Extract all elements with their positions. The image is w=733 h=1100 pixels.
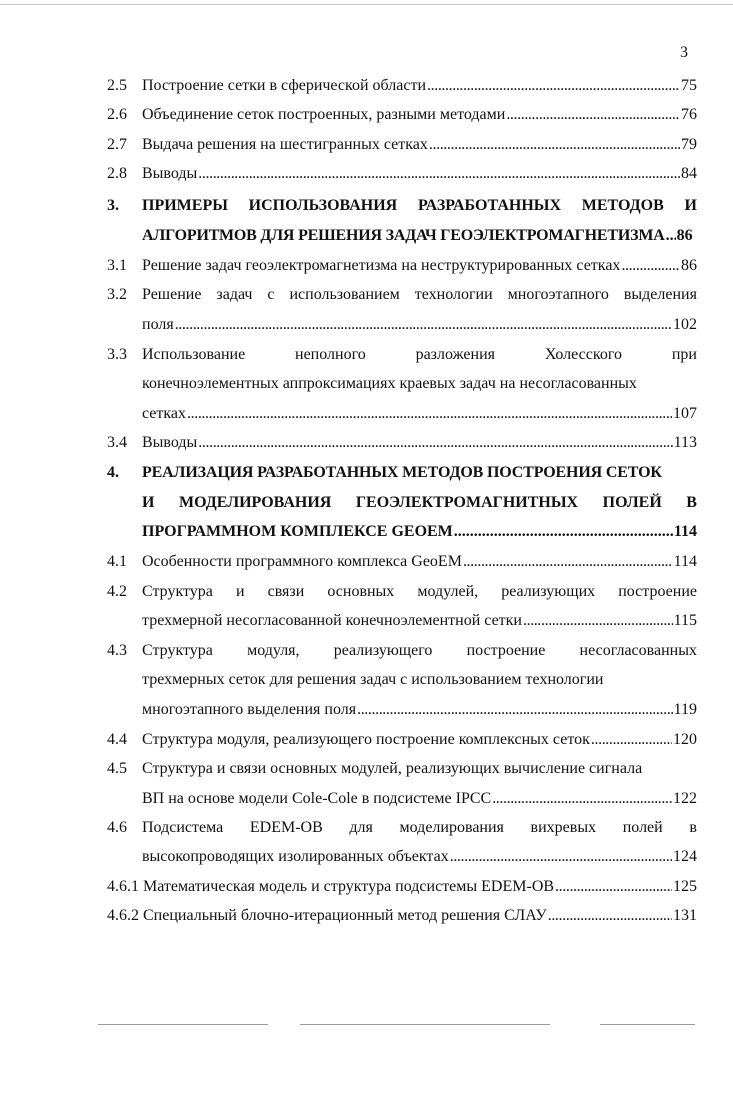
toc-entry-title: Выводы: [142, 434, 198, 451]
toc-entry-title: Специальный блочно-итерационный метод решения СЛАУ: [143, 907, 547, 924]
toc-entry-number: 2.7: [107, 136, 127, 153]
title-word: полей: [622, 819, 663, 836]
toc-entry-continuation[interactable]: [107, 699, 697, 721]
toc-entry-number: 2.8: [107, 165, 127, 182]
toc-entry-title-line-2: трехмерной несогласованной конечноэлементной сетки: [142, 612, 522, 629]
toc-leader: [198, 432, 672, 454]
toc-entry-title-line-3: многоэтапного выделения поля: [142, 701, 357, 718]
toc-chapter-entry[interactable]: [107, 462, 697, 484]
title-word: построение: [466, 642, 546, 659]
toc-entry-number: 2.6: [107, 106, 127, 123]
page-number: 3: [680, 44, 688, 61]
title-word: Решение: [142, 286, 202, 303]
toc-entry-continuation[interactable]: [107, 610, 697, 632]
title-word: В: [686, 494, 697, 511]
toc-entry-page: 76: [681, 106, 697, 123]
toc-entry-title-line-2: ВП на основе модели Cole-Cole в подсистеме IPCC: [142, 790, 492, 807]
scan-edge-top: [0, 4, 733, 5]
toc-entry-title: Построение сетки в сферической области: [142, 77, 427, 94]
toc-entry-page: 79: [681, 136, 697, 153]
toc-entry-page: 107: [673, 405, 697, 422]
title-word: модулей,: [417, 583, 479, 600]
toc-entry-number: 2.5: [107, 77, 127, 94]
toc-entry[interactable]: [107, 163, 697, 185]
title-word: вихревых: [530, 819, 597, 836]
toc-entry-title-line-1: [142, 817, 697, 839]
toc-entry-number: 3.: [107, 197, 119, 214]
toc-entry-page: 84: [681, 165, 697, 182]
toc-entry-number: 4.5: [107, 760, 127, 777]
title-word: ГЕОЭЛЕКТРОМАГНИТНЫХ: [355, 494, 579, 511]
title-word: И: [684, 197, 697, 214]
toc-entry-title-line-1: [142, 284, 697, 306]
toc-entry[interactable]: [107, 75, 697, 97]
toc-entry-title: Структура модуля, реализующего построение комплексных сеток: [142, 731, 590, 748]
toc-leader: [450, 846, 672, 868]
toc-entry-page: 86: [676, 227, 693, 244]
toc-entry-page: 119: [673, 701, 697, 718]
toc-entry-page: 113: [673, 434, 697, 451]
toc-entry-number: 4.1: [107, 553, 127, 570]
toc-leader: [427, 75, 680, 97]
toc-entry-page: 115: [673, 612, 697, 629]
toc-entry[interactable]: [107, 134, 697, 156]
toc-entry-title-line-1: [142, 581, 697, 603]
toc-entry-page: 102: [673, 316, 697, 333]
toc-leader: [454, 521, 673, 543]
toc-entry[interactable]: [107, 905, 697, 927]
toc-entry-title-line-1: [142, 640, 697, 662]
toc-chapter-entry-continuation[interactable]: [107, 225, 697, 247]
toc-chapter-entry-continuation[interactable]: [107, 492, 697, 514]
toc-entry-number: 3.4: [107, 434, 127, 451]
toc-leader: [555, 876, 672, 898]
title-word: задач: [216, 286, 253, 303]
toc-entry-title-line-1: [142, 195, 697, 217]
toc-entry-number: 4.: [107, 464, 119, 481]
title-word: выделения: [623, 286, 697, 303]
title-word: МОДЕЛИРОВАНИЯ: [178, 494, 332, 511]
toc-entry-page: 131: [673, 907, 697, 924]
toc-leader: [666, 225, 676, 247]
toc-entry[interactable]: [107, 551, 697, 573]
toc-leader: [591, 729, 672, 751]
toc-entry-number: 4.6: [107, 819, 127, 836]
title-word: использованием: [289, 286, 400, 303]
toc-entry-continuation[interactable]: [107, 669, 697, 691]
toc-entry-title-line-2: высокопроводящих изолированных объектах: [142, 848, 449, 865]
scan-edge-bottom-2: [300, 1024, 550, 1025]
toc-entry-number: 4.6.1: [107, 878, 139, 895]
toc-entry-continuation[interactable]: [107, 314, 697, 336]
title-word: технологии: [414, 286, 493, 303]
toc-entry-title: Объединение сеток построенных, разными методами: [142, 106, 506, 123]
scan-edge-bottom-3: [600, 1024, 695, 1025]
toc-entry-continuation[interactable]: [107, 403, 697, 425]
title-word: И: [142, 494, 155, 511]
title-word: неполного: [295, 346, 366, 363]
toc-leader: [463, 551, 673, 573]
toc-entry-number: 4.6.2: [107, 907, 139, 924]
toc-entry-page: 86: [681, 257, 697, 274]
toc-entry-title: Математическая модель и структура подсистемы EDEM-OB: [143, 878, 555, 895]
toc-entry[interactable]: [107, 817, 697, 839]
title-word: связи: [267, 583, 305, 600]
title-word: Структура: [142, 583, 213, 600]
title-word: Использование: [142, 346, 246, 363]
toc-entry-title-line-2: конечноэлементных аппроксимациях краевых задач на несогласованных: [142, 375, 637, 392]
toc-chapter-entry-continuation[interactable]: [107, 521, 697, 543]
toc-entry[interactable]: [107, 729, 697, 751]
toc-entry-title-line-3: сетках: [142, 405, 187, 422]
toc-leader: [198, 163, 680, 185]
toc-entry[interactable]: [107, 758, 697, 780]
toc-leader: [187, 403, 672, 425]
toc-entry-page: 125: [673, 878, 697, 895]
title-word: моделирования: [399, 819, 504, 836]
scan-edge-bottom-1: [98, 1024, 268, 1025]
toc-entry-number: 4.3: [107, 642, 127, 659]
toc-entry-title-line-2: [142, 492, 697, 514]
title-word: построение: [618, 583, 697, 600]
toc-chapter-entry[interactable]: [107, 195, 697, 217]
toc-entry-number: 3.2: [107, 286, 127, 303]
title-word: МЕТОДОВ: [581, 197, 664, 214]
toc-entry-title-line-3: ПРОГРАММНОМ КОМПЛЕКСЕ GEOEM: [142, 523, 453, 540]
title-word: многоэтапного: [507, 286, 609, 303]
title-word: ИСПОЛЬЗОВАНИЯ: [248, 197, 398, 214]
toc-entry[interactable]: [107, 284, 697, 306]
title-word: разложения: [415, 346, 496, 363]
title-word: Холесского: [544, 346, 622, 363]
toc-entry-page: 75: [681, 77, 697, 94]
toc-entry-number: 4.4: [107, 731, 127, 748]
toc-entry-page: 124: [673, 848, 697, 865]
title-word: с: [267, 286, 275, 303]
title-word: в: [689, 819, 697, 836]
toc-entry-title-line-2: поля: [142, 316, 174, 333]
toc-entry-title: Особенности программного комплекса GeoEM: [142, 553, 462, 570]
toc-entry-title: Решение задач геоэлектромагнетизма на неструктурированных сетках: [142, 257, 621, 274]
toc-entry-page: 114: [673, 553, 697, 570]
title-word: EDEM-OB: [249, 819, 323, 836]
toc-entry-title-line-2: АЛГОРИТМОВ ДЛЯ РЕШЕНИЯ ЗАДАЧ ГЕОЭЛЕКТРОМАГНЕТИЗМА: [142, 227, 665, 244]
toc-entry[interactable]: [107, 876, 697, 898]
title-word: при: [671, 346, 697, 363]
toc-leader: [429, 134, 680, 156]
title-word: модуля,: [247, 642, 300, 659]
toc-entry-number: 3.3: [107, 346, 127, 363]
toc-entry-number: 3.1: [107, 257, 127, 274]
title-word: основных: [327, 583, 395, 600]
toc-entry-continuation[interactable]: [107, 373, 697, 395]
toc-entry-title: Выдача решения на шестигранных сетках: [142, 136, 428, 153]
title-word: для: [349, 819, 373, 836]
toc-entry-title: Выводы: [142, 165, 198, 182]
toc-entry-page: 120: [673, 731, 697, 748]
toc-entry[interactable]: [107, 581, 697, 603]
toc-leader: [523, 610, 673, 632]
toc-leader: [548, 905, 672, 927]
toc-entry-title-line-1: РЕАЛИЗАЦИЯ РАЗРАБОТАННЫХ МЕТОДОВ ПОСТРОЕНИЯ СЕТОК: [142, 464, 662, 481]
toc-entry-continuation[interactable]: [107, 788, 697, 810]
title-word: ПОЛЕЙ: [602, 494, 662, 511]
toc-entry[interactable]: [107, 344, 697, 366]
title-word: Подсистема: [142, 819, 224, 836]
title-word: РАЗРАБОТАННЫХ: [417, 197, 562, 214]
toc-leader: [506, 104, 680, 126]
toc-entry[interactable]: [107, 432, 697, 454]
toc-entry-title-line-1: [142, 344, 697, 366]
toc-entry-continuation[interactable]: [107, 846, 697, 868]
toc-leader: [492, 788, 672, 810]
toc-entry[interactable]: [107, 255, 697, 277]
toc-entry[interactable]: [107, 104, 697, 126]
title-word: и: [235, 583, 245, 600]
title-word: реализующих: [501, 583, 596, 600]
title-word: ПРИМЕРЫ: [142, 197, 228, 214]
toc-leader: [621, 255, 680, 277]
toc-entry[interactable]: [107, 640, 697, 662]
toc-entry-page: 114: [673, 523, 697, 540]
toc-leader: [175, 314, 672, 336]
title-word: несогласованных: [579, 642, 697, 659]
title-word: Структура: [142, 642, 213, 659]
toc-leader: [357, 699, 673, 721]
toc-entry-title-line-2: трехмерных сеток для решения задач с использованием технологии: [142, 671, 604, 688]
toc-entry-page: 122: [673, 790, 697, 807]
toc-entry-title-line-1: Структура и связи основных модулей, реализующих вычисление сигнала: [142, 760, 643, 777]
title-word: реализующего: [333, 642, 433, 659]
toc-entry-number: 4.2: [107, 583, 127, 600]
